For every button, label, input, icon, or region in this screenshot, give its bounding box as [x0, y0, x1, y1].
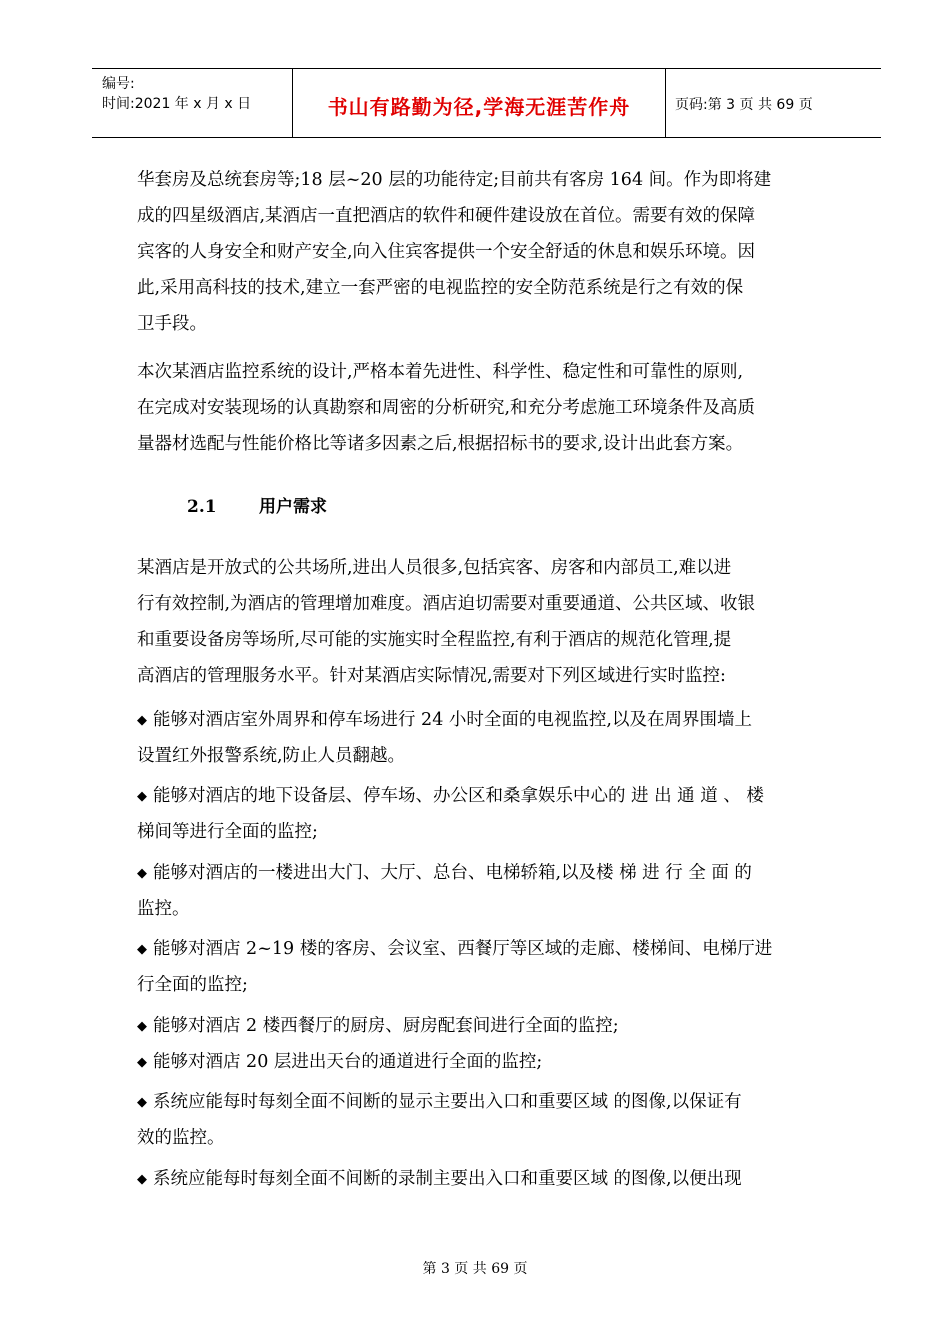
text-line: 量器材选配与性能价格比等诸多因素之后,根据招标书的要求,设计出此套方案。	[137, 434, 744, 454]
text-line: 此,采用高科技的技术,建立一套严密的电视监控的安全防范系统是行之有效的保	[137, 278, 744, 298]
bullet-item	[137, 1084, 837, 1156]
diamond-bullet-icon: ◆	[137, 866, 147, 881]
bullet-text: 设置红外报警系统,防止人员翻越。	[137, 746, 406, 766]
requirements-paragraph	[137, 550, 837, 694]
bullet-text: 梯间等进行全面的监控;	[137, 822, 318, 842]
bullet-text: 能够对酒店 20 层进出天台的通道进行全面的监控;	[153, 1052, 543, 1072]
diamond-bullet-icon: ◆	[137, 713, 147, 728]
text-line: 华套房及总统套房等;18 层~20 层的功能待定;目前共有客房 164 间。作为即将建	[137, 170, 772, 190]
text-line: 和重要设备房等场所,尽可能的实施实时全程监控,有利于酒店的规范化管理,提	[137, 630, 732, 650]
text-line: 在完成对安装现场的认真勘察和周密的分析研究,和充分考虑施工环境条件及高质	[137, 398, 756, 418]
bullet-item	[137, 1044, 837, 1080]
page-footer: 第 3 页 共 69 页	[422, 1261, 528, 1277]
intro-paragraph	[137, 162, 837, 342]
serial-label: 编号:	[102, 76, 135, 92]
page-header	[92, 68, 881, 138]
bullet-text: 能够对酒店的一楼进出大门、大厅、总台、电梯轿箱,以及楼 梯 进 行 全 面 的	[153, 863, 752, 883]
bullet-text: 系统应能每时每刻全面不间断的显示主要出入口和重要区域 的图像,以保证有	[153, 1092, 742, 1112]
bullet-item	[137, 931, 837, 1003]
text-line: 高酒店的管理服务水平。针对某酒店实际情况,需要对下列区域进行实时监控:	[137, 666, 726, 686]
diamond-bullet-icon: ◆	[137, 1055, 147, 1070]
bullet-text: 能够对酒店 2~19 楼的客房、会议室、西餐厅等区域的走廊、楼梯间、电梯厅进	[153, 939, 773, 959]
diamond-bullet-icon: ◆	[137, 1095, 147, 1110]
header-page-info: 页码:第 3 页 共 69 页	[675, 97, 813, 113]
bullet-text: 效的监控。	[137, 1128, 225, 1148]
header-motto-cell	[292, 69, 666, 137]
header-motto: 书山有路勤为径,学海无涯苦作舟	[327, 95, 631, 119]
design-paragraph	[137, 354, 837, 462]
bullet-text: 系统应能每时每刻全面不间断的录制主要出入口和重要区域 的图像,以便出现	[153, 1169, 742, 1189]
section-title: 用户需求	[259, 497, 327, 517]
text-line: 成的四星级酒店,某酒店一直把酒店的软件和硬件建设放在首位。需要有效的保障	[137, 206, 756, 226]
text-line: 某酒店是开放式的公共场所,进出人员很多,包括宾客、房客和内部员工,难以进	[137, 558, 732, 578]
bullet-text: 行全面的监控;	[137, 975, 248, 995]
diamond-bullet-icon: ◆	[137, 789, 147, 804]
bullet-item	[137, 778, 837, 850]
bullet-text: 能够对酒店室外周界和停车场进行 24 小时全面的电视监控,以及在周界围墙上	[153, 710, 752, 730]
time-label: 时间:2021 年 x 月 x 日	[102, 96, 252, 112]
header-page-cell	[665, 69, 881, 137]
section-number: 2.1	[187, 497, 217, 517]
diamond-bullet-icon: ◆	[137, 1019, 147, 1034]
bullet-item	[137, 855, 837, 927]
section-heading	[187, 492, 327, 517]
diamond-bullet-icon: ◆	[137, 1172, 147, 1187]
bullet-item	[137, 1161, 837, 1197]
bullet-text: 能够对酒店的地下设备层、停车场、办公区和桑拿娱乐中心的 进 出 通 道 、 楼	[153, 786, 764, 806]
text-line: 行有效控制,为酒店的管理增加难度。酒店迫切需要对重要通道、公共区域、收银	[137, 594, 756, 614]
bullet-text: 能够对酒店 2 楼西餐厅的厨房、厨房配套间进行全面的监控;	[153, 1016, 619, 1036]
text-line: 卫手段。	[137, 314, 207, 334]
header-meta	[92, 69, 292, 137]
bullet-text: 监控。	[137, 899, 190, 919]
text-line: 本次某酒店监控系统的设计,严格本着先进性、科学性、稳定性和可靠性的原则,	[137, 362, 744, 382]
bullet-item	[137, 702, 837, 774]
text-line: 宾客的人身安全和财产安全,向入住宾客提供一个安全舒适的休息和娱乐环境。因	[137, 242, 756, 262]
diamond-bullet-icon: ◆	[137, 942, 147, 957]
bullet-item	[137, 1008, 837, 1044]
